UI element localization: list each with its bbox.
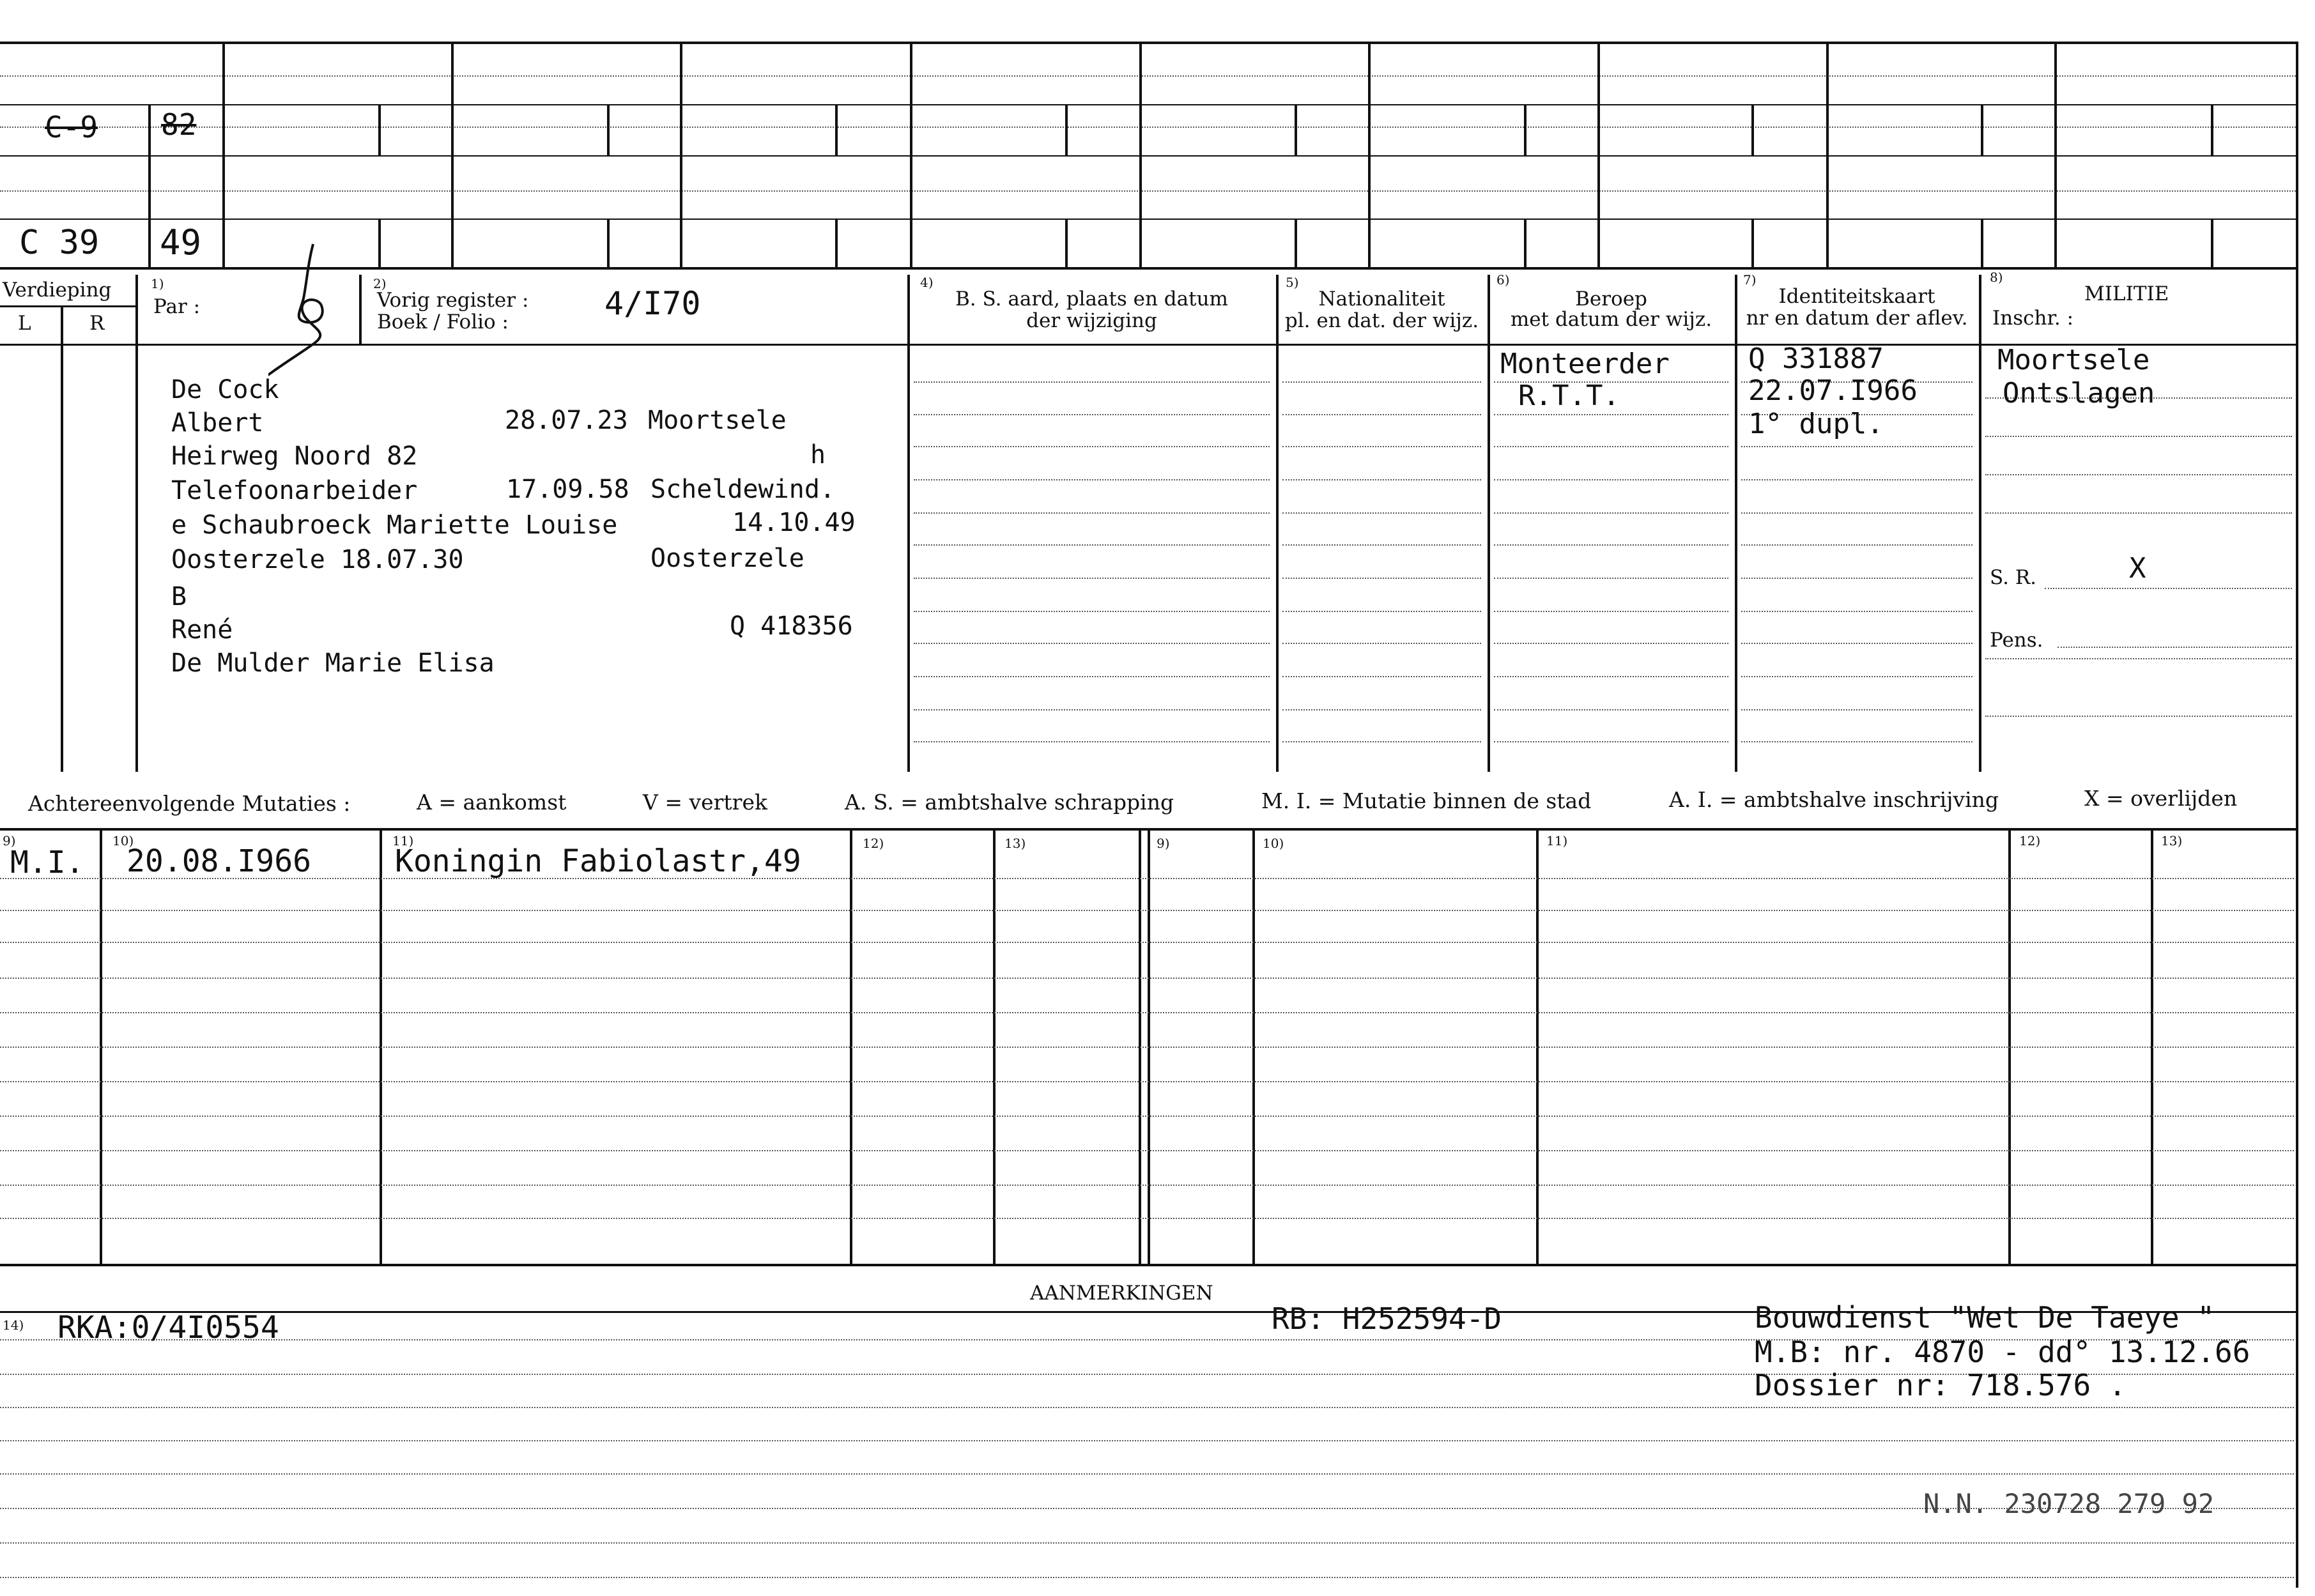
identiteitskaart-line-3: 1° dupl.: [1748, 408, 1884, 440]
inschr-label: Inschr. :: [1992, 307, 2074, 330]
field-number-6: 6): [1496, 272, 1510, 288]
mutation-col-10-left: 10): [112, 833, 134, 848]
national-number: N.N. 230728 279 92: [1923, 1488, 2215, 1519]
person-line-4-mid: 17.09.58: [506, 475, 629, 504]
person-line-9-left: De Mulder Marie Elisa: [171, 648, 495, 678]
top-number-row2: 49: [160, 222, 202, 263]
boek-folio-label: Boek / Folio :: [377, 311, 509, 334]
mutation-col-10-right: 10): [1263, 836, 1284, 851]
person-line-4-right: Scheldewind.: [650, 475, 835, 504]
person-line-8-right: Q 418356: [730, 611, 853, 641]
mutation-col-9-left: 9): [3, 833, 16, 848]
vorig-register-label: Vorig register :: [377, 289, 529, 312]
legend-aankomst: A = aankomst: [417, 790, 567, 815]
mutation-col-9-right: 9): [1157, 836, 1170, 851]
bouwdienst-line-2: M.B: nr. 4870 - dd° 13.12.66: [1755, 1335, 2250, 1369]
person-line-4-left: Telefoonarbeider: [171, 476, 418, 505]
person-line-6-left: Oosterzele 18.07.30: [171, 545, 464, 574]
field-number-4: 4): [920, 275, 934, 290]
person-line-5-left: e Schaubroeck Mariette Louise: [171, 510, 618, 540]
legend-title: Achtereenvolgende Mutaties :: [28, 791, 351, 816]
field-number-5: 5): [1286, 275, 1299, 290]
nationaliteit-header-line2: pl. en dat. der wijz.: [1284, 309, 1479, 332]
sr-label: S. R.: [1990, 566, 2037, 589]
person-line-3-right: h: [810, 440, 826, 470]
mutation-address: Koningin Fabiolastr,49: [395, 843, 801, 879]
person-line-5-right: 14.10.49: [732, 508, 856, 537]
person-line-2-left: Albert: [171, 408, 264, 438]
militie-line-1: Moortsele: [1997, 344, 2150, 376]
sr-value: X: [2129, 552, 2146, 585]
mutation-col-12-right: 12): [2019, 833, 2041, 848]
identiteitskaart-header-line1: Identiteitskaart: [1778, 285, 1935, 308]
identiteitskaart-line-2: 22.07.I966: [1748, 374, 1918, 407]
field-number-14: 14): [3, 1317, 24, 1333]
beroep-header-line2: met datum der wijz.: [1510, 308, 1712, 331]
mutation-code: M.I.: [10, 845, 84, 880]
person-line-3-left: Heirweg Noord 82: [171, 441, 418, 471]
beroep-header-line1: Beroep: [1575, 288, 1647, 311]
field-number-7: 7): [1743, 272, 1757, 288]
identiteitskaart-line-1: Q 331887: [1748, 342, 1884, 375]
person-line-2-mid: 28.07.23: [505, 406, 628, 435]
mutation-col-12-left: 12): [863, 836, 884, 851]
bouwdienst-line-3: Dossier nr: 718.576 .: [1755, 1368, 2127, 1402]
pens-label: Pens.: [1990, 629, 2043, 652]
rb-value: RB: H252594-D: [1272, 1301, 1502, 1336]
bs-header-line2: der wijziging: [1026, 309, 1157, 332]
bs-header-line1: B. S. aard, plaats en datum: [955, 288, 1228, 311]
nationaliteit-header-line1: Nationaliteit: [1318, 288, 1445, 311]
mutation-col-11-left: 11): [392, 833, 414, 848]
beroep-line-2: R.T.T.: [1518, 380, 1620, 412]
militie-line-2: Ontslagen: [2003, 377, 2155, 410]
mutation-col-13-left: 13): [1004, 836, 1026, 851]
legend-vertrek: V = vertrek: [643, 790, 767, 815]
person-line-8-left: René: [171, 615, 233, 645]
militie-header: MILITIE: [2084, 282, 2169, 305]
par-label: Par :: [153, 295, 201, 318]
person-line-1-left: De Cock: [171, 375, 279, 404]
mutation-col-13-right: 13): [2161, 833, 2183, 848]
field-number-8: 8): [1990, 270, 2003, 285]
rka-value: RKA:0/4I0554: [58, 1310, 279, 1346]
legend-ambtshalve-schrapping: A. S. = ambtshalve schrapping: [845, 790, 1174, 815]
vorig-register-value: 4/I70: [604, 285, 701, 322]
person-line-7-left: B: [171, 582, 187, 611]
top-code-row1: C-9: [45, 110, 98, 144]
verdieping-header: Verdieping: [3, 279, 112, 302]
verdieping-r-header: R: [89, 312, 105, 335]
identiteitskaart-header-line2: nr en datum der aflev.: [1746, 307, 1968, 330]
field-number-2: 2): [373, 276, 387, 291]
mutation-col-11-right: 11): [1546, 833, 1568, 848]
field-number-1: 1): [151, 276, 164, 291]
person-line-6-right: Oosterzele: [650, 544, 804, 573]
bouwdienst-line-1: Bouwdienst "Wet De Taeye ": [1755, 1300, 2215, 1335]
top-code-row2: C 39: [19, 224, 100, 262]
top-number-row1: 82: [161, 107, 197, 142]
mutation-date: 20.08.I966: [127, 843, 311, 879]
legend-mutatie-binnen-stad: M. I. = Mutatie binnen de stad: [1261, 788, 1592, 813]
person-line-2-right: Moortsele: [648, 406, 787, 435]
verdieping-l-header: L: [18, 312, 31, 335]
legend-overlijden: X = overlijden: [2084, 786, 2238, 811]
legend-ambtshalve-inschrijving: A. I. = ambtshalve inschrijving: [1669, 787, 1999, 812]
beroep-line-1: Monteerder: [1500, 348, 1670, 380]
aanmerkingen-title: AANMERKINGEN: [1030, 1282, 1213, 1305]
